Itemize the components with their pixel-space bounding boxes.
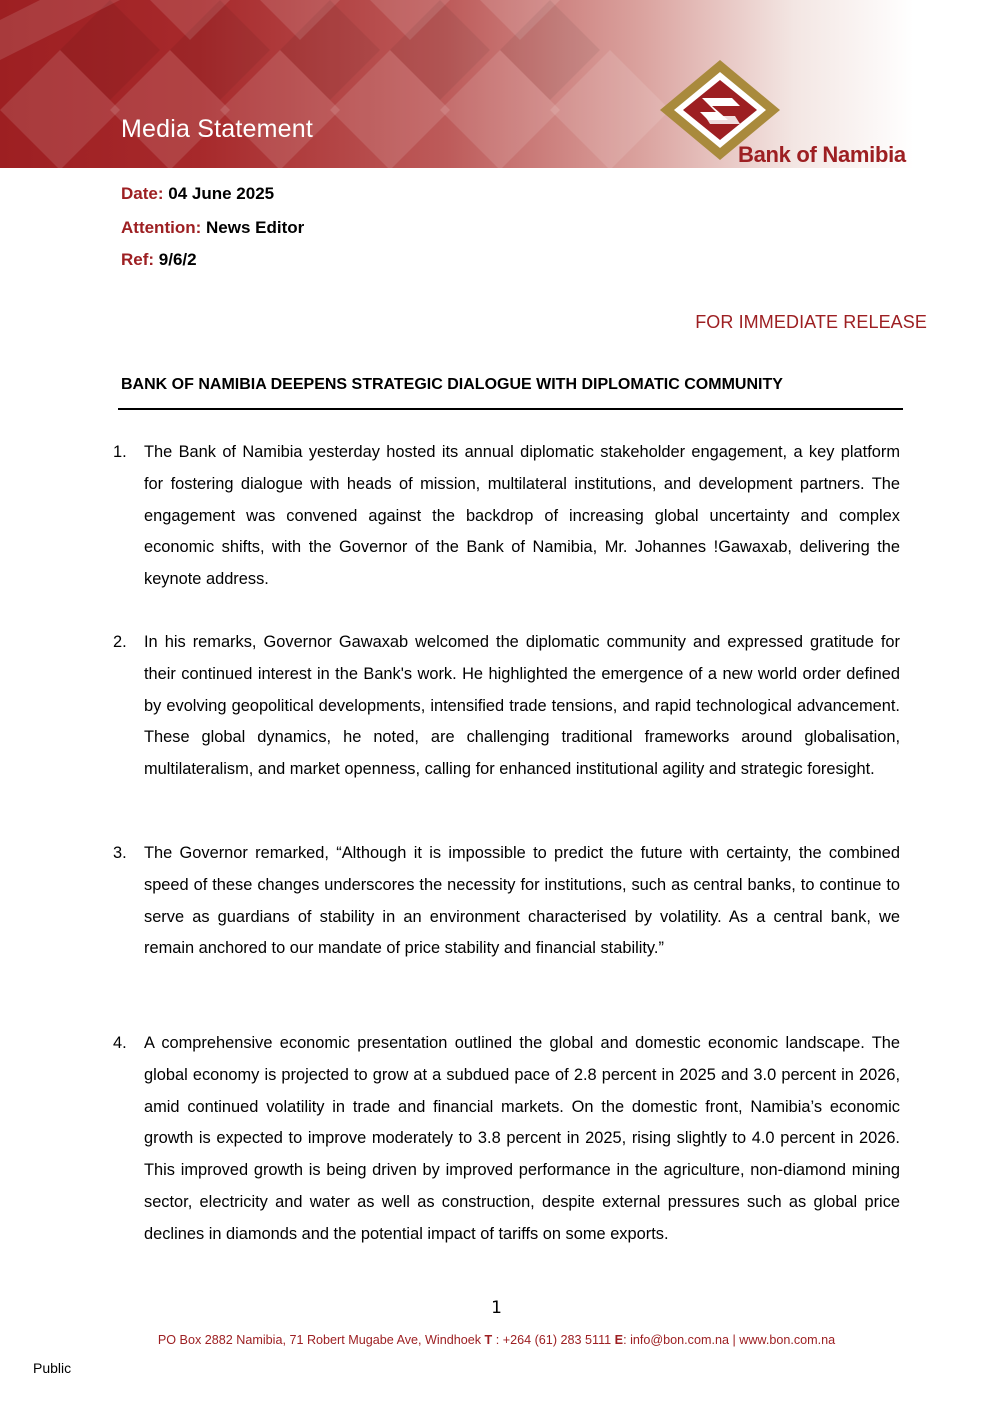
paragraph-2: In his remarks, Governor Gawaxab welcomed the diplomatic community and expressed gratitude for their continued interest in the Bank's work. He highlighted the emergence of a new world order defined by evolving geopolitical developments, intensified trade tensions, and rapid technological advancement. These global dynamics, he noted, are challenging traditional frameworks around globalisation, multilateralism, and market openness, calling for enhanced institutional agility and strategic foresight. [144, 633, 900, 779]
bank-logo [660, 58, 940, 170]
footer-email: : info@bon.com.na | www.bon.com.na [623, 1333, 836, 1347]
footer-address: PO Box 2882 Namibia, 71 Robert Mugabe Ave, Windhoek [157, 1333, 482, 1347]
date-value: 04 June 2025 [168, 184, 275, 203]
attention-value: News Editor [206, 218, 305, 237]
ref-value: 9/6/2 [158, 250, 197, 269]
bank-logo-text: Bank of Namibia [738, 142, 906, 167]
headline-rule [118, 408, 903, 410]
date-line [121, 184, 274, 204]
paragraph-number: 3. [113, 844, 127, 862]
ref-label: Ref: [121, 250, 155, 269]
release-label: FOR IMMEDIATE RELEASE [695, 312, 927, 332]
headline: BANK OF NAMIBIA DEEPENS STRATEGIC DIALOGUE WITH DIPLOMATIC COMMUNITY [121, 376, 783, 393]
paragraph-3: The Governor remarked, “Although it is impossible to predict the future with certainty, the combined speed of these changes underscores the necessity for institutions, such as central banks, to continue to serve as guardians of stability in an environment characterised by volatility. As a central bank, we remain anchored to our mandate of price stability and financial stability.” [144, 844, 900, 958]
media-statement-title: Media Statement [121, 115, 313, 143]
ref-line [121, 250, 197, 270]
paragraph-4: A comprehensive economic presentation outlined the global and domestic economic landscape. The global economy is projected to grow at a subdued pace of 2.8 percent in 2025 and 3.0 percent in 2026, amid continued volatility in trade and financial markets. On the domestic front, Namibia’s economic growth is expected to improve moderately to 3.8 percent in 2025, rising slightly to 4.0 percent in 2026. This improved growth is being driven by improved performance in the agriculture, non-diamond mining sector, electricity and water as well as construction, despite external pressures such as global price declines in diamonds and the potential impact of tariffs on some exports. [144, 1034, 900, 1243]
attention-label: Attention: [121, 218, 202, 237]
footer-contact [0, 1333, 993, 1347]
paragraph-number: 4. [113, 1034, 127, 1052]
footer-email-label: E [614, 1333, 624, 1347]
paragraph-1: The Bank of Namibia yesterday hosted its annual diplomatic stakeholder engagement, a key platform for fostering dialogue with heads of mission, multilateral institutions, and development partners. The engagement was convened against the backdrop of increasing global uncertainty and complex economic shifts, with the Governor of the Bank of Namibia, Mr. Johannes !Gawaxab, delivering the keynote address. [144, 443, 900, 589]
footer-tel-label: T [484, 1333, 493, 1347]
page-number: 1 [491, 1298, 502, 1318]
footer-tel: : +264 (61) 283 5111 [492, 1333, 612, 1347]
attention-line [121, 218, 304, 238]
paragraph-number: 2. [113, 633, 127, 651]
paragraph-number: 1. [113, 443, 127, 461]
date-label: Date: [121, 184, 164, 203]
classification-label: Public [33, 1360, 72, 1376]
